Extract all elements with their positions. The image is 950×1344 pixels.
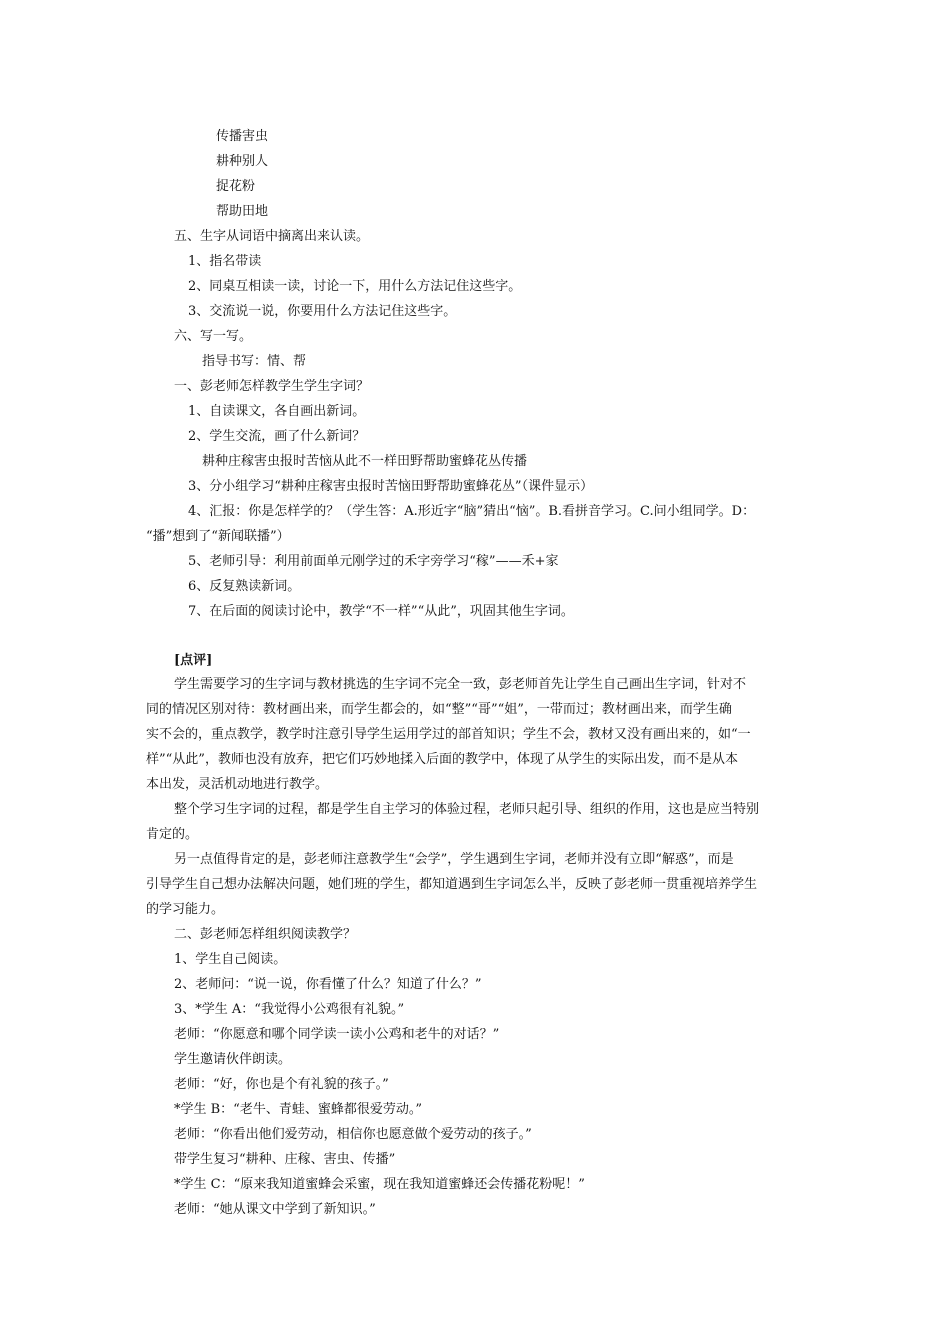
paragraph-line: 的学习能力。	[146, 902, 225, 917]
dialogue-line: *学生 B：“老牛、青蛙、蜜蜂都很爱劳动。”	[174, 1102, 422, 1117]
list-item: 2、学生交流，画了什么新词？	[188, 429, 366, 444]
paragraph-line: 学生需要学习的生字词与教材挑选的生字词不完全一致，彭老师首先让学生自己画出生字词，针对不	[174, 677, 747, 692]
paragraph-line: 另一点值得肯定的是，彭老师注意教学生“会学”，学生遇到生字词，老师并没有立即“解惑”，而是	[174, 852, 734, 867]
dialogue-line: 学生邀请伙伴朗读。	[174, 1052, 292, 1067]
text-line: “播”想到了“新闻联播”）	[146, 529, 290, 544]
comment-heading: [点评]	[174, 653, 213, 668]
dialogue-line: 老师：“好，你也是个有礼貌的孩子。”	[174, 1077, 389, 1092]
dialogue-line: *学生 C：“原来我知道蜜蜂会采蜜，现在我知道蜜蜂还会传播花粉呢！”	[174, 1177, 585, 1192]
dialogue-line: 带学生复习“耕种、庄稼、害虫、传播”	[174, 1152, 396, 1167]
list-item: 2、老师问：“说一说，你看懂了什么？知道了什么？”	[174, 977, 482, 992]
section-heading: 六、写一写。	[174, 329, 253, 344]
section-heading: 二、彭老师怎样组织阅读教学？	[174, 927, 357, 942]
paragraph-line: 肯定的。	[146, 827, 199, 842]
list-item: 7、在后面的阅读讨论中，教学“不一样”“从此”，巩固其他生字词。	[188, 604, 574, 619]
list-item: 1、学生自己阅读。	[174, 952, 287, 967]
section-heading: 一、彭老师怎样教学生学生字词？	[174, 379, 370, 394]
list-item: 1、自读课文，各自画出新词。	[188, 404, 366, 419]
word-item: 帮助田地	[216, 204, 269, 219]
paragraph-line: 整个学习生字词的过程，都是学生自主学习的体验过程，老师只起引导、组织的作用，这也是应当特别	[174, 802, 760, 817]
dialogue-line: 老师：“你愿意和哪个同学读一读小公鸡和老牛的对话？”	[174, 1027, 500, 1042]
dialogue-line: 老师：“你看出他们爱劳动，相信你也愿意做个爱劳动的孩子。”	[174, 1127, 532, 1142]
dialogue-line: 老师：“她从课文中学到了新知识。”	[174, 1202, 376, 1217]
paragraph-line: 样”“从此”，教师也没有放弃，把它们巧妙地揉入后面的教学中，体现了从学生的实际出发，而不是从本	[146, 752, 738, 767]
paragraph-line: 实不会的，重点教学，教学时注意引导学生运用学过的部首知识；学生不会，教材又没有画出来的，如“一	[146, 727, 751, 742]
list-item: 6、反复熟读新词。	[188, 579, 301, 594]
word-item: 捉花粉	[216, 179, 256, 194]
list-item: 3、交流说一说，你要用什么方法记住这些字。	[188, 304, 457, 319]
text-line: 耕种庄稼害虫报时苦恼从此不一样田野帮助蜜蜂花丛传播	[202, 454, 528, 469]
paragraph-line: 引导学生自己想办法解决问题，她们班的学生，都知道遇到生字词怎么半，反映了彭老师一贯重视培养学生	[146, 877, 758, 892]
list-item: 5、老师引导：利用前面单元刚学过的禾字旁学习“稼”——禾+家	[188, 554, 559, 569]
list-item: 3、*学生 A：“我觉得小公鸡很有礼貌。”	[174, 1002, 405, 1017]
list-item: 3、分小组学习“耕种庄稼害虫报时苦恼田野帮助蜜蜂花丛”（课件显示）	[188, 479, 594, 494]
word-item: 耕种别人	[216, 154, 269, 169]
list-item: 1、指名带读	[188, 254, 262, 269]
list-item: 4、汇报：你是怎样学的？（学生答：A.形近字“脑”猜出“恼”。B.看拼音学习。C.问小组同学。D：	[188, 504, 756, 519]
text-line: 指导书写：情、帮	[202, 354, 307, 369]
word-item: 传播害虫	[216, 129, 269, 144]
paragraph-line: 同的情况区别对待：教材画出来，而学生都会的，如“整”“哥”“姐”，一带而过；教材画出来，而学生确	[146, 702, 732, 717]
section-heading: 五、生字从词语中摘离出来认读。	[174, 229, 370, 244]
paragraph-line: 本出发，灵活机动地进行教学。	[146, 777, 329, 792]
list-item: 2、同桌互相读一读，讨论一下，用什么方法记住这些字。	[188, 279, 522, 294]
